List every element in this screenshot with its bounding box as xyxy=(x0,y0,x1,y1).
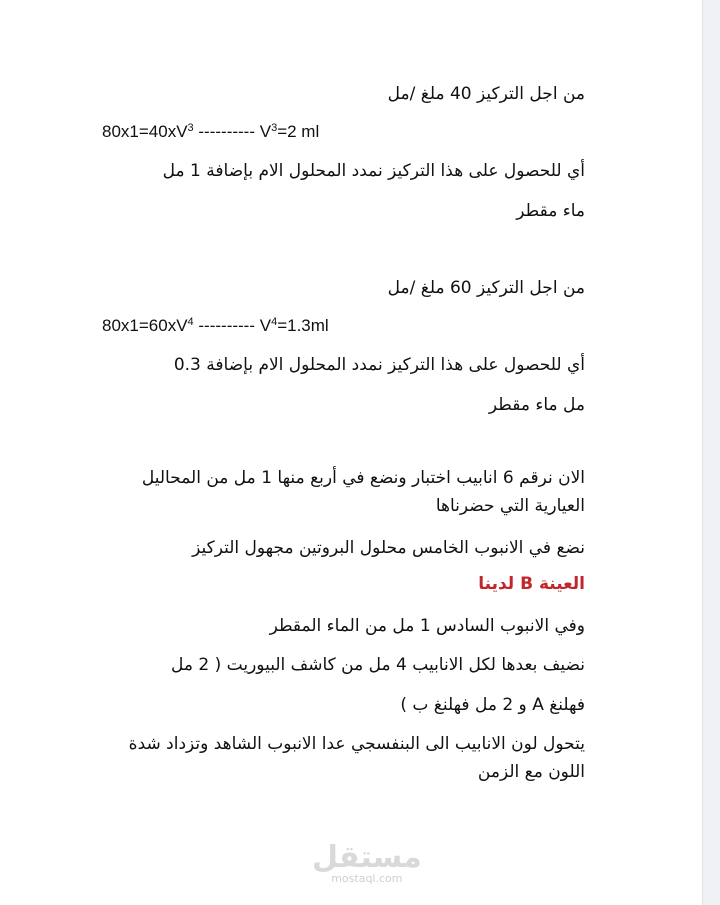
concentration-60-heading: من اجل التركيز 60 ملغ /مل xyxy=(387,278,585,298)
eq2-sup2: 4 xyxy=(271,316,278,328)
tubes-paragraph: الان نرقم 6 انابيب اختبار ونضع في أربع منها 1 مل من المحاليل xyxy=(141,468,585,488)
eq1-lhs: 80x1=40xV xyxy=(102,122,188,141)
watermark-latin: mostaql.com xyxy=(331,872,403,885)
eq2-rhs: =1.3ml xyxy=(277,316,329,335)
color-change-text-cont: اللون مع الزمن xyxy=(477,762,585,782)
sample-b-label: العينة B لدينا xyxy=(478,574,585,594)
equation-60 xyxy=(102,315,329,337)
eq2-sup1: 4 xyxy=(187,316,194,328)
dilution-60-text: أي للحصول على هذا التركيز نمدد المحلول الام بإضافة 0.3 xyxy=(173,355,585,375)
fifth-tube-text: نضع في الانبوب الخامس محلول البروتين مجهول التركيز xyxy=(192,538,585,558)
tubes-paragraph-cont: العيارية التي حضرناها xyxy=(435,496,585,516)
biuret-text: نضيف بعدها لكل الانابيب 4 مل من كاشف البيوريت ( 2 مل xyxy=(171,655,585,675)
dilution-40-text: أي للحصول على هذا التركيز نمدد المحلول الام بإضافة 1 مل xyxy=(162,161,585,181)
watermark-arabic: مستقل xyxy=(312,840,422,875)
equation-40 xyxy=(102,121,319,143)
eq1-sup1: 3 xyxy=(187,122,194,134)
concentration-40-heading: من اجل التركيز 40 ملغ /مل xyxy=(387,84,585,104)
color-change-text: يتحول لون الانابيب الى البنفسجي عدا الانبوب الشاهد وتزداد شدة xyxy=(128,734,585,754)
mostaql-watermark xyxy=(312,840,422,885)
dilution-60-text-cont: مل ماء مقطر xyxy=(488,395,585,415)
eq2-lhs: 80x1=60xV xyxy=(102,316,188,335)
eq2-dash: ---------- V xyxy=(193,316,272,335)
eq1-sup2: 3 xyxy=(271,122,278,134)
dilution-40-text-cont: ماء مقطر xyxy=(516,201,585,221)
viewer-side-strip xyxy=(702,0,720,905)
fehling-text: فهلنغ A و 2 مل فهلنغ ب ) xyxy=(400,695,585,715)
eq1-dash: ---------- V xyxy=(193,122,272,141)
eq1-rhs: =2 ml xyxy=(277,122,320,141)
sixth-tube-text: وفي الانبوب السادس 1 مل من الماء المقطر xyxy=(269,616,585,636)
